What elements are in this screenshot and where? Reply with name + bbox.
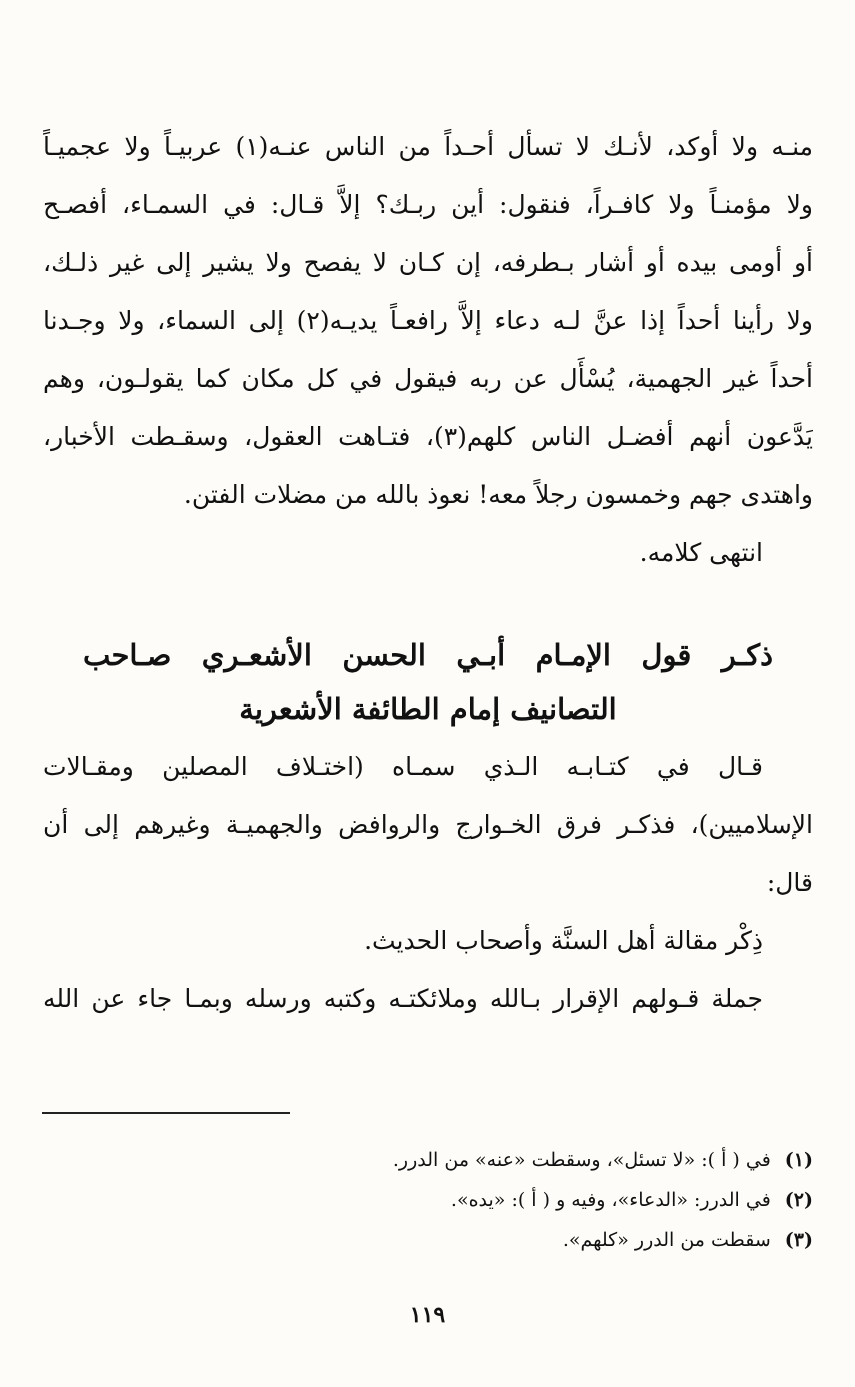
page-number: ١١٩ [409,1302,446,1328]
text-line: قال: [766,868,813,897]
footnote [43,1140,813,1180]
text-line: أحداً غير الجهمية، يُسْأَل عن ربه فيقول في كل مكان كما يقولـون، وهم [43,364,813,393]
text-line: جملة قـولهم الإقرار بـالله وملائكتـه وكتبه ورسله وبمـا جاء عن الله [43,984,763,1013]
footnote [43,1180,813,1220]
section-text [43,738,813,1028]
section-heading [43,628,813,736]
footnote-text: في ( أ ): «لا تسئل»، وسقطت «عنه» من الدرر. [392,1149,771,1171]
text-line: أو أومى بيده أو أشار بـطرفه، إن كـان لا يفصح ولا يشير إلى غير ذلـك، [43,248,813,277]
heading-line-2: التصانيف إمام الطائفة الأشعرية [239,692,617,726]
text-line: ذِكْر مقالة أهل السنَّة وأصحاب الحديث. [364,926,763,955]
footnote-divider [42,1112,290,1114]
footnotes [43,1140,813,1260]
footnote [43,1220,813,1260]
text-line: يَدَّعون أنهم أفضـل الناس كلهم(٣)، فتـاهت العقول، وسقـطت الأخبار، [43,422,813,451]
footnote-number: (١) [784,1149,813,1171]
footnote-text: سقطت من الدرر «كلهم». [562,1229,771,1251]
text-line: الإسلاميين)، فذكـر فرق الخـوارج والروافض والجهميـة وغيرهم إلى أن [43,810,813,839]
text-line: منـه ولا أوكد، لأنـك لا تسأل أحـداً من الناس عنـه(١) عربيـاً ولا عجميـاً [43,132,813,161]
footnote-number: (٢) [784,1189,813,1211]
text-line: واهتدى جهم وخمسون رجلاً معه! نعوذ بالله من مضلات الفتن. [183,480,813,509]
text-line: قـال في كتـابـه الـذي سمـاه (اختـلاف المصلين ومقـالات [43,752,763,781]
text-line: ولا رأينا أحداً إذا عنَّ لـه دعاء إلاَّ رافعـاً يديـه(٢) إلى السماء، ولا وجـدنا [43,306,813,335]
main-text [43,118,813,582]
heading-line-1: ذكـر قول الإمـام أبـي الحسن الأشعـري صـاحب [83,638,773,672]
closing-line: انتهى كلامه. [639,538,763,567]
text-line: ولا مؤمنـاً ولا كافـراً، فنقول: أين ربـك؟ إلاَّ قـال: في السمـاء، أفصـح [43,190,813,219]
footnote-number: (٣) [784,1229,813,1251]
footnote-text: في الدرر: «الدعاء»، وفيه و ( أ ): «يده». [450,1189,771,1211]
